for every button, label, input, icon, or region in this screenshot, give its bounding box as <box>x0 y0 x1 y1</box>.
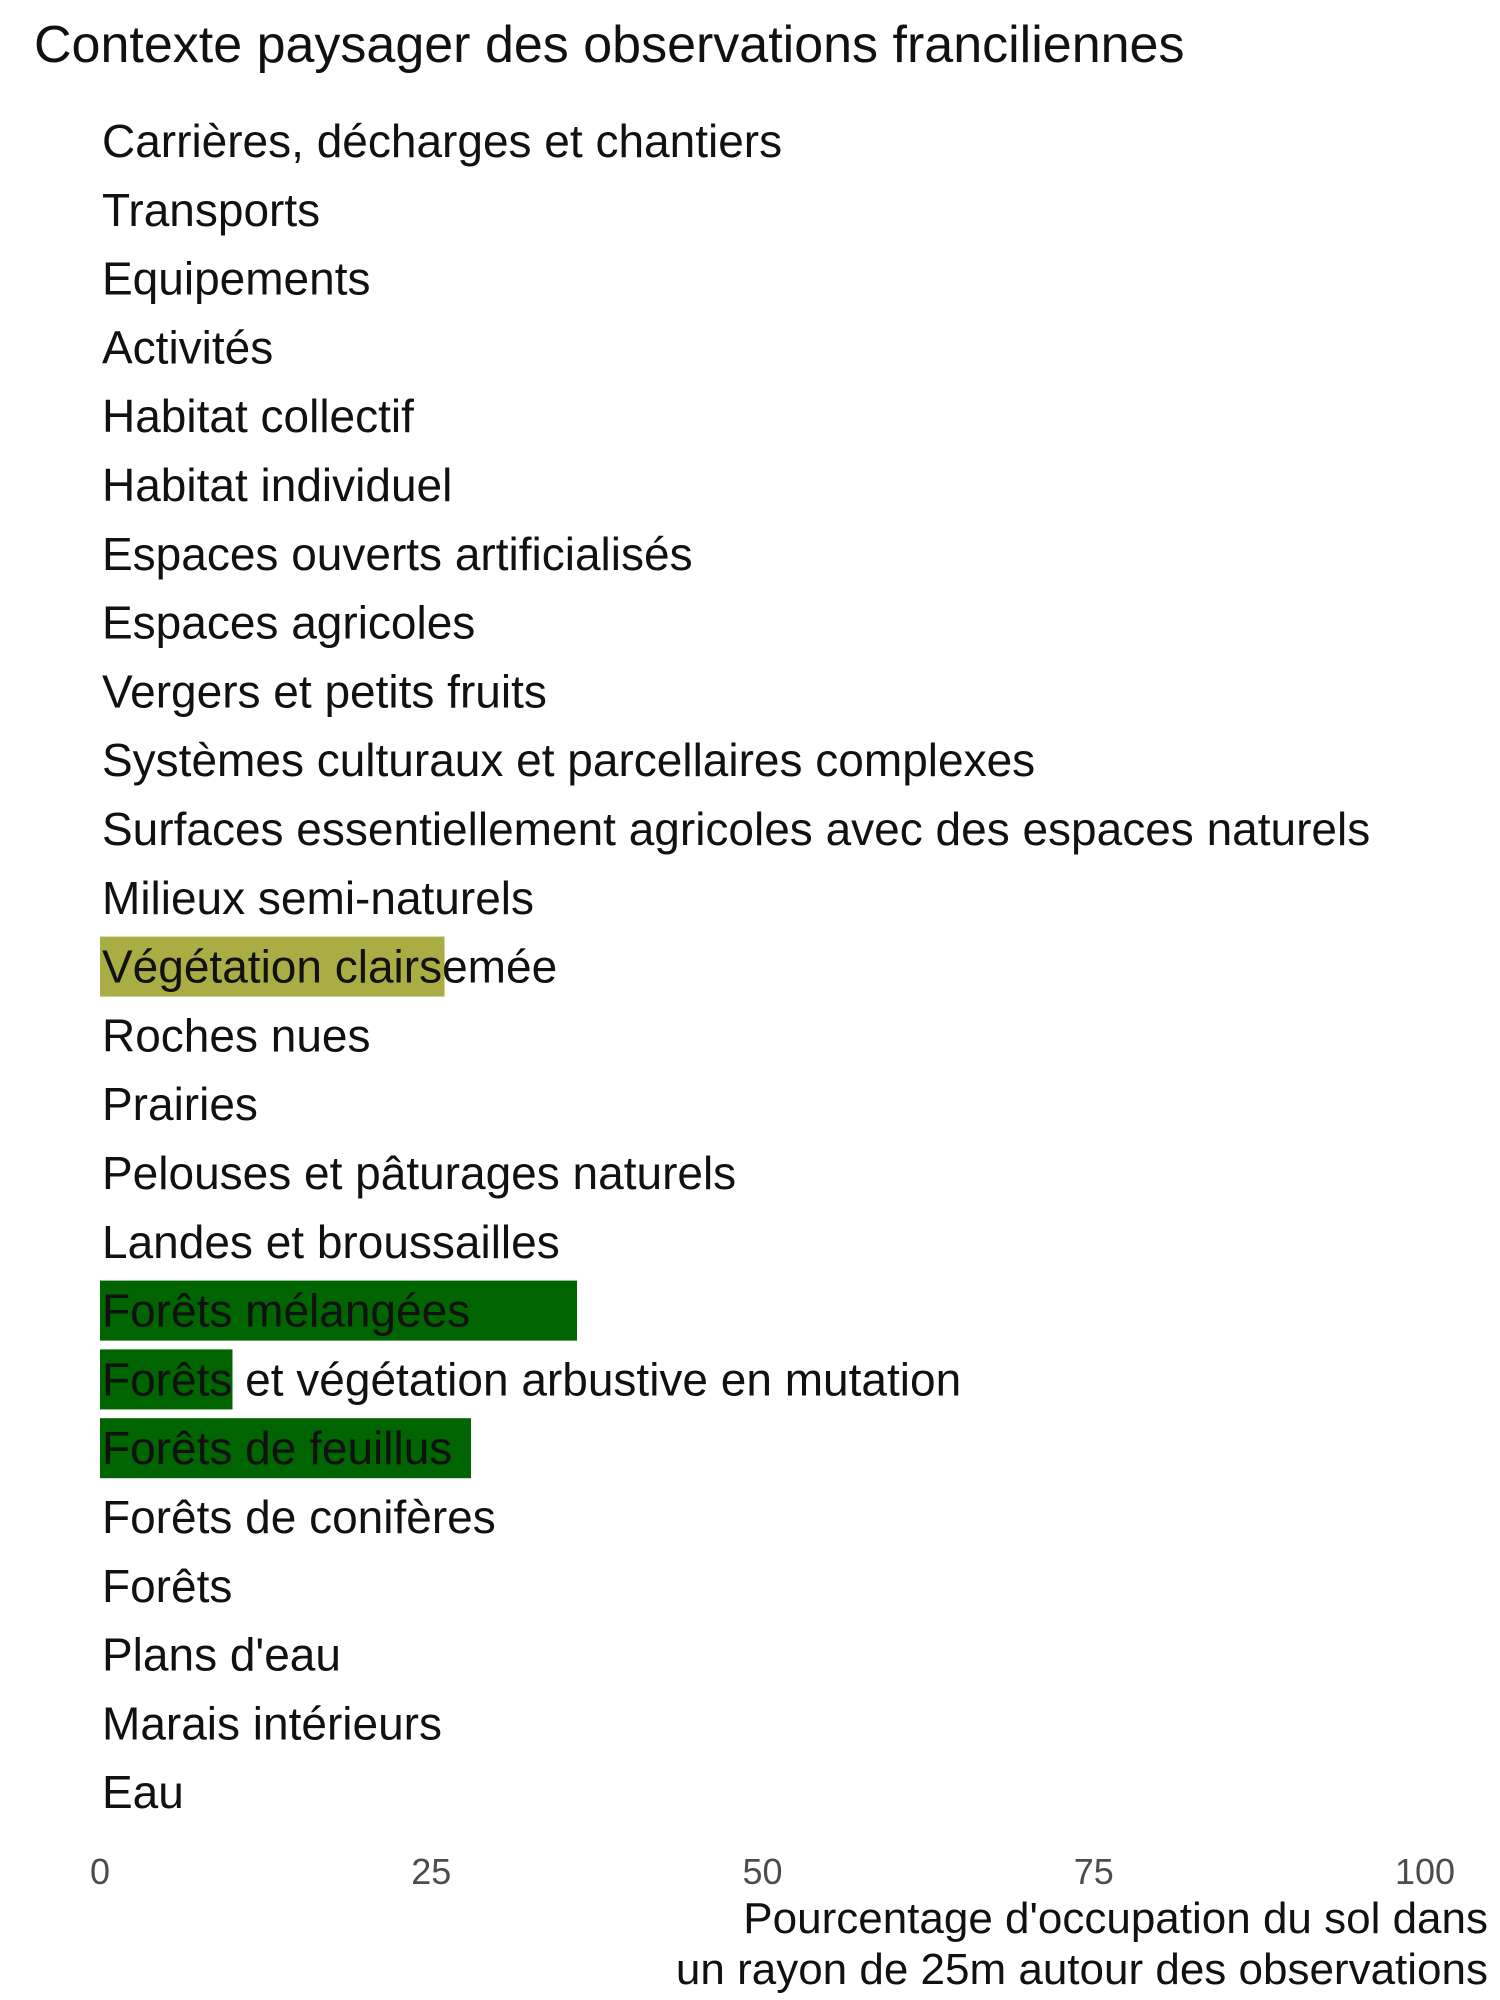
chart-title: Contexte paysager des observations franciliennes <box>34 16 1185 74</box>
x-axis-title-line: un rayon de 25m autour des observations <box>675 1945 1488 1994</box>
category-label: Transports <box>102 183 321 236</box>
category-label: Forêts mélangées <box>102 1284 471 1337</box>
category-label: Surfaces essentiellement agricoles avec des espaces naturels <box>102 803 1371 855</box>
x-tick-label: 50 <box>742 1851 783 1892</box>
category-label: Forêts de feuillus <box>102 1422 453 1475</box>
category-labels <box>102 115 1370 1818</box>
category-label: Forêts et végétation arbustive en mutation <box>102 1353 962 1406</box>
category-label: Habitat collectif <box>102 390 414 443</box>
category-label: Carrières, décharges et chantiers <box>102 115 783 167</box>
category-label: Marais intérieurs <box>102 1697 442 1750</box>
x-axis-title <box>676 1894 1488 1994</box>
category-label: Vergers et petits fruits <box>102 665 547 718</box>
category-label: Végétation clairsemée <box>102 940 558 993</box>
category-label: Equipements <box>102 252 371 305</box>
x-tick-label: 75 <box>1073 1851 1114 1892</box>
category-label: Forêts <box>102 1559 233 1612</box>
category-label: Prairies <box>102 1078 258 1131</box>
category-label: Milieux semi-naturels <box>102 871 535 924</box>
category-label: Pelouses et pâturages naturels <box>102 1147 737 1199</box>
category-label: Landes et broussailles <box>102 1215 560 1268</box>
category-label: Espaces ouverts artificialisés <box>102 527 693 580</box>
x-axis-ticks <box>90 1851 1455 1892</box>
category-label: Systèmes culturaux et parcellaires complexes <box>102 734 1036 787</box>
x-tick-label: 100 <box>1394 1851 1456 1892</box>
x-tick-label: 0 <box>89 1851 111 1892</box>
category-label: Roches nues <box>102 1009 371 1062</box>
category-label: Habitat individuel <box>102 459 453 511</box>
category-label: Activités <box>102 321 274 374</box>
x-tick-label: 25 <box>411 1851 452 1892</box>
category-label: Eau <box>102 1766 184 1819</box>
category-label: Plans d'eau <box>102 1628 341 1681</box>
x-axis-title-line: Pourcentage d'occupation du sol dans <box>743 1894 1488 1943</box>
category-label: Espaces agricoles <box>102 596 476 649</box>
category-label: Forêts de conifères <box>102 1491 496 1543</box>
